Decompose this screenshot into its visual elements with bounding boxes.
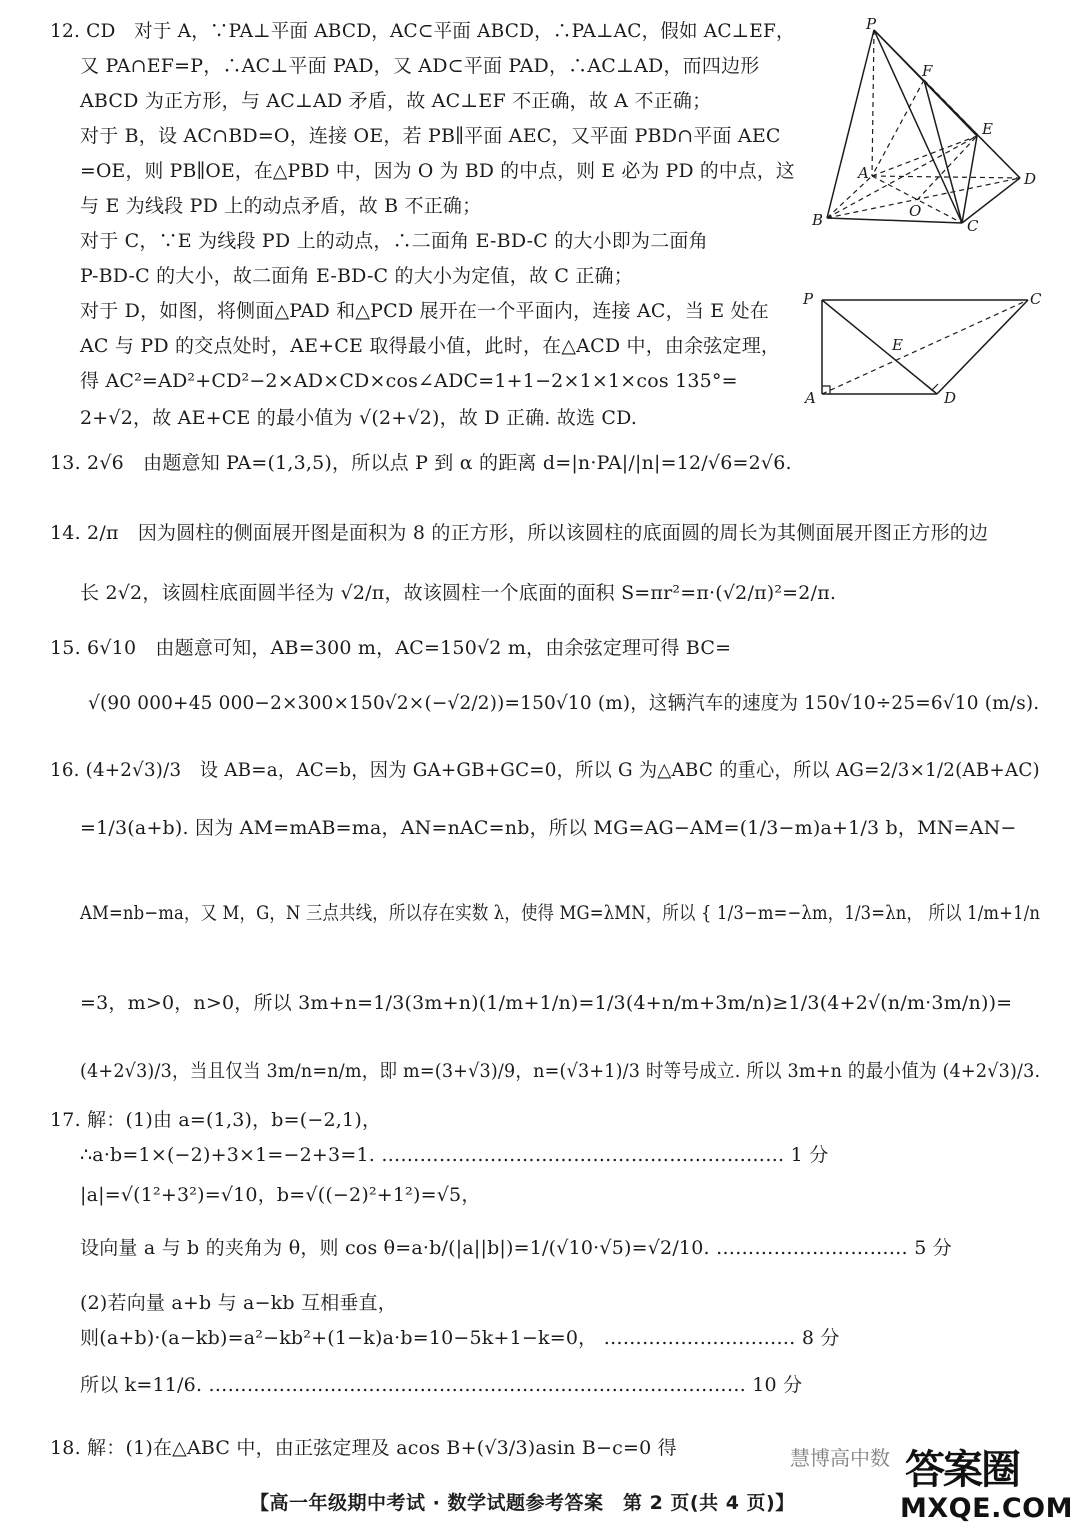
edge-DC [937, 300, 1028, 394]
right-angle-D [925, 384, 938, 390]
edge-PE [874, 30, 977, 136]
text-line-l14: 14. 2/π 因为圆柱的侧面展开图是面积为 8 的正方形，所以该圆柱的底面圆的周长为其侧面展开图正方形的边 [50, 522, 989, 544]
text-line-l16: 15. 6√10 由题意可知，AB=300 m，AC=150√2 m，由余弦定理可得 BC= [50, 637, 732, 659]
edge-BD [827, 178, 1020, 218]
text-line-l12: 2+√2，故 AE+CE 的最小值为 √(2+√2)，故 D 正确. 故选 CD. [80, 407, 638, 429]
text-line-l13: 13. 2√6 由题意知 PA=(1,3,5)，所以点 P 到 α 的距离 d=|n·PA|/|n|=12/√6=2√6. [50, 452, 792, 474]
edge-AC [822, 300, 1028, 394]
edge-PC [874, 30, 962, 223]
text-line-l1: 12. CD 对于 A，∵PA⊥平面 ABCD，AC⊂平面 ABCD，∴PA⊥AC，假如 AC⊥EF， [50, 20, 795, 42]
text-line-l20: AM=nb−ma，又 M，G，N 三点共线，所以存在实数 λ，使得 MG=λMN，所以 { 1/3−m=−λm，1/3=λn， 所以 1/m+1/n [80, 902, 1041, 924]
watermark-logo: 答案圈 [905, 1447, 1019, 1493]
label-C: C [967, 217, 979, 233]
text-line-l25: |a|=√(1²+3²)=√10，b=√((−2)²+1²)=√5， [80, 1184, 481, 1206]
watermark-wechat: 慧博高中数 [790, 1446, 890, 1470]
watermark-site: MXQE.COM [900, 1493, 1073, 1524]
label-A: A [858, 164, 869, 182]
label-B: B [812, 211, 824, 229]
page-footer: 【高一年级期中考试 · 数学试题参考答案 第 2 页(共 4 页)】 [250, 1492, 795, 1514]
text-line-l6: 与 E 为线段 PD 上的动点矛盾，故 B 不正确； [80, 195, 482, 217]
text-line-l27: (2)若向量 a+b 与 a−kb 互相垂直， [80, 1292, 398, 1314]
text-line-l3: ABCD 为正方形，与 AC⊥AD 矛盾，故 AC⊥EF 不正确，故 A 不正确； [80, 90, 712, 112]
text-line-l2: 又 PA∩EF=P，∴AC⊥平面 PAD，又 AD⊂平面 PAD，∴AC⊥AD，而四边形 [80, 55, 760, 77]
text-line-l7: 对于 C，∵E 为线段 PD 上的动点，∴二面角 E-BD-C 的大小即为二面角 [80, 230, 708, 252]
edge-FA [872, 80, 924, 176]
text-line-l23: 17. 解：(1)由 a=(1,3)，b=(−2,1)， [50, 1109, 382, 1131]
label-D: D [944, 389, 957, 407]
edge-AD [872, 176, 1020, 178]
text-line-l19: =1/3(a+b). 因为 AM=mAB=ma，AN=nAC=nb，所以 MG=AG−AM=(1/3−m)a+1/3 b，MN=AN− [80, 817, 1017, 839]
label-O: O [909, 202, 922, 220]
edge-PA [872, 30, 874, 176]
edge-PB [827, 30, 874, 218]
edge-BC [827, 218, 962, 223]
label-F: F [922, 62, 933, 80]
text-line-l10: AC 与 PD 的交点处时，AE+CE 取得最小值，此时，在△ACD 中，由余弦定理， [80, 335, 781, 357]
text-line-l24: ∴a·b=1×(−2)+3×1=−2+3=1. ……………………………………………………… 1 分 [80, 1144, 829, 1166]
text-line-l5: =OE，则 PB∥OE，在△PBD 中，因为 O 为 BD 的中点，则 E 必为 PD 的中点，这 [80, 160, 795, 182]
label-A: A [805, 389, 816, 407]
text-line-l4: 对于 B，设 AC∩BD=O，连接 OE，若 PB∥平面 AEC，又平面 PBD∩平面 AEC [80, 125, 781, 147]
edge-PD [822, 300, 937, 394]
text-line-l9: 对于 D，如图，将侧面△PAD 和△PCD 展开在一个平面内，连接 AC，当 E 处在 [80, 300, 769, 322]
text-line-l15: 长 2√2，该圆柱底面圆半径为 √2/π，故该圆柱一个底面的面积 S=πr²=π·(√2/π)²=2/π. [80, 582, 837, 604]
text-line-l29: 所以 k=11/6. ………………………………………………………………………… 10 分 [80, 1374, 803, 1396]
label-E: E [982, 120, 993, 138]
text-line-l26: 设向量 a 与 b 的夹角为 θ，则 cos θ=a·b/(|a||b|)=1/(√10·√5)=√2/10. ………………………… 5 分 [80, 1237, 952, 1259]
label-P: P [803, 290, 814, 308]
text-line-l11: 得 AC²=AD²+CD²−2×AD×CD×cos∠ADC=1+1−2×1×1×cos 135°= [80, 370, 738, 392]
text-line-l21: =3，m>0，n>0，所以 3m+n=1/3(3m+n)(1/m+1/n)=1/3(4+n/m+3m/n)≥1/3(4+2√(n/m·3m/n))= [80, 992, 1013, 1014]
text-line-l18: 16. (4+2√3)/3 设 AB=a，AC=b，因为 GA+GB+GC=0，所以 G 为△ABC 的重心，所以 AG=2/3×1/2(AB+AC) [50, 759, 1040, 781]
text-line-l30: 18. 解：(1)在△ABC 中，由正弦定理及 acos B+(√3/3)asin B−c=0 得 [50, 1437, 677, 1459]
text-line-l28: 则(a+b)·(a−kb)=a²−kb²+(1−k)a·b=10−5k+1−k=0， ………………………… 8 分 [80, 1327, 840, 1349]
label-D: D [1024, 170, 1037, 188]
edge-BA [827, 176, 872, 218]
unfolded-figure [800, 290, 1045, 410]
text-line-l8: P-BD-C 的大小，故二面角 E-BD-C 的大小为定值，故 C 正确； [80, 265, 633, 287]
label-P: P [866, 18, 877, 33]
edge-EC [962, 136, 977, 223]
label-E: E [892, 336, 903, 354]
pyramid-figure [812, 18, 1042, 233]
label-C: C [1030, 290, 1042, 308]
text-line-l17: √(90 000+45 000−2×300×150√2×(−√2/2))=150√10 (m)，这辆汽车的速度为 150√10÷25=6√10 (m/s). [88, 692, 1040, 714]
text-line-l22: (4+2√3)/3，当且仅当 3m/n=n/m，即 m=(3+√3)/9，n=(√3+1)/3 时等号成立. 所以 3m+n 的最小值为 (4+2√3)/3. [80, 1060, 1041, 1082]
